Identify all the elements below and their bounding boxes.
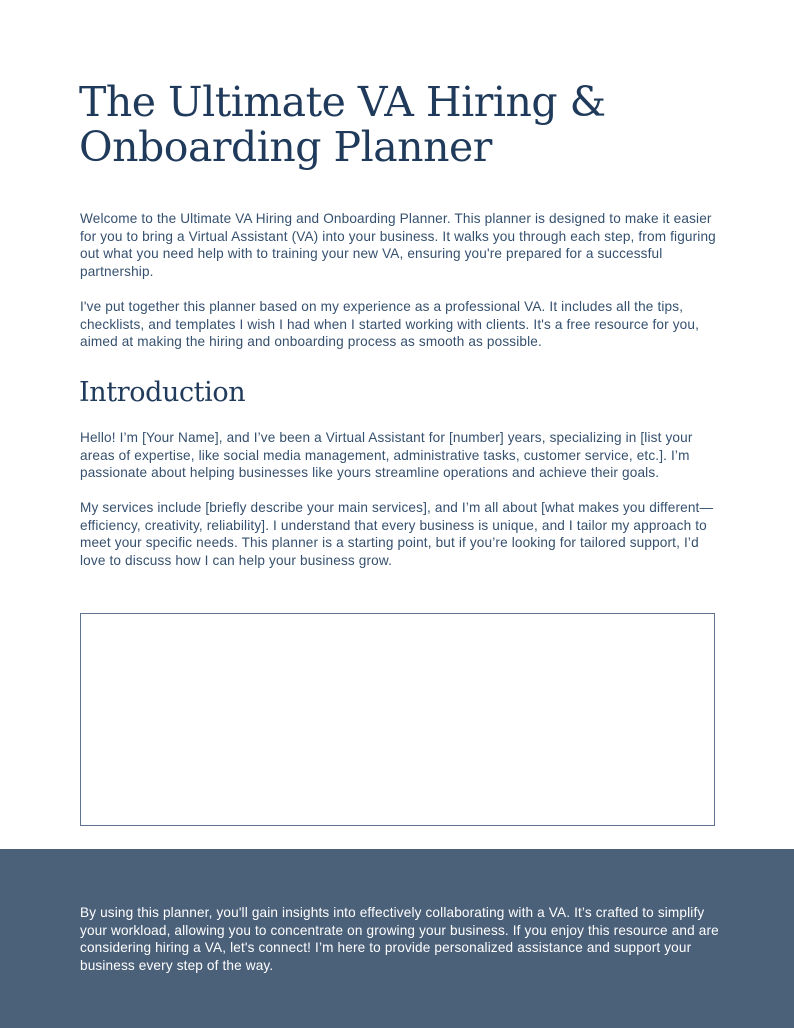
intro-paragraph-welcome: Welcome to the Ultimate VA Hiring and Onboarding Planner. This planner is designed to make it easier for you to bring a Virtual Assistant (VA) into your business. It walks you through each step, from figuring out what you need help with to training your new VA, ensuring you're prepared for a successful partnership. bbox=[80, 211, 716, 279]
page-title: The Ultimate VA Hiring & Onboarding Planner bbox=[79, 78, 606, 171]
introduction-paragraph-services: My services include [briefly describe your main services], and I’m all about [what makes you different—efficiency, creativity, reliability]. I understand that every business is unique, and I tailor my approach to meet your specific needs. This planner is a starting point, but if you’re looking for tailored support, I’d love to discuss how I can help your business grow. bbox=[80, 500, 714, 568]
footer-text: By using this planner, you'll gain insights into effectively collaborating with a VA. It’s crafted to simplify your workload, allowing you to concentrate on growing your business. If you enjoy this resource and are considering hiring a VA, let's connect! I’m here to provide personalized assistance and support your business every step of the way. bbox=[80, 905, 719, 973]
intro-paragraph-about-planner: I've put together this planner based on my experience as a professional VA. It includes all the tips, checklists, and templates I wish I had when I started working with clients. It's a free resource for you, aimed at making the hiring and onboarding process as smooth as possible. bbox=[80, 299, 700, 350]
photo-placeholder-box bbox=[80, 613, 715, 826]
footer-band bbox=[0, 849, 794, 1028]
introduction-heading: Introduction bbox=[79, 377, 246, 408]
introduction-paragraph-hello: Hello! I’m [Your Name], and I’ve been a Virtual Assistant for [number] years, specializing in [list your areas of expertise, like social media management, administrative tasks, customer service, etc.]. I’m passionate about helping businesses like yours streamline operations and achieve their goals. bbox=[80, 430, 693, 481]
